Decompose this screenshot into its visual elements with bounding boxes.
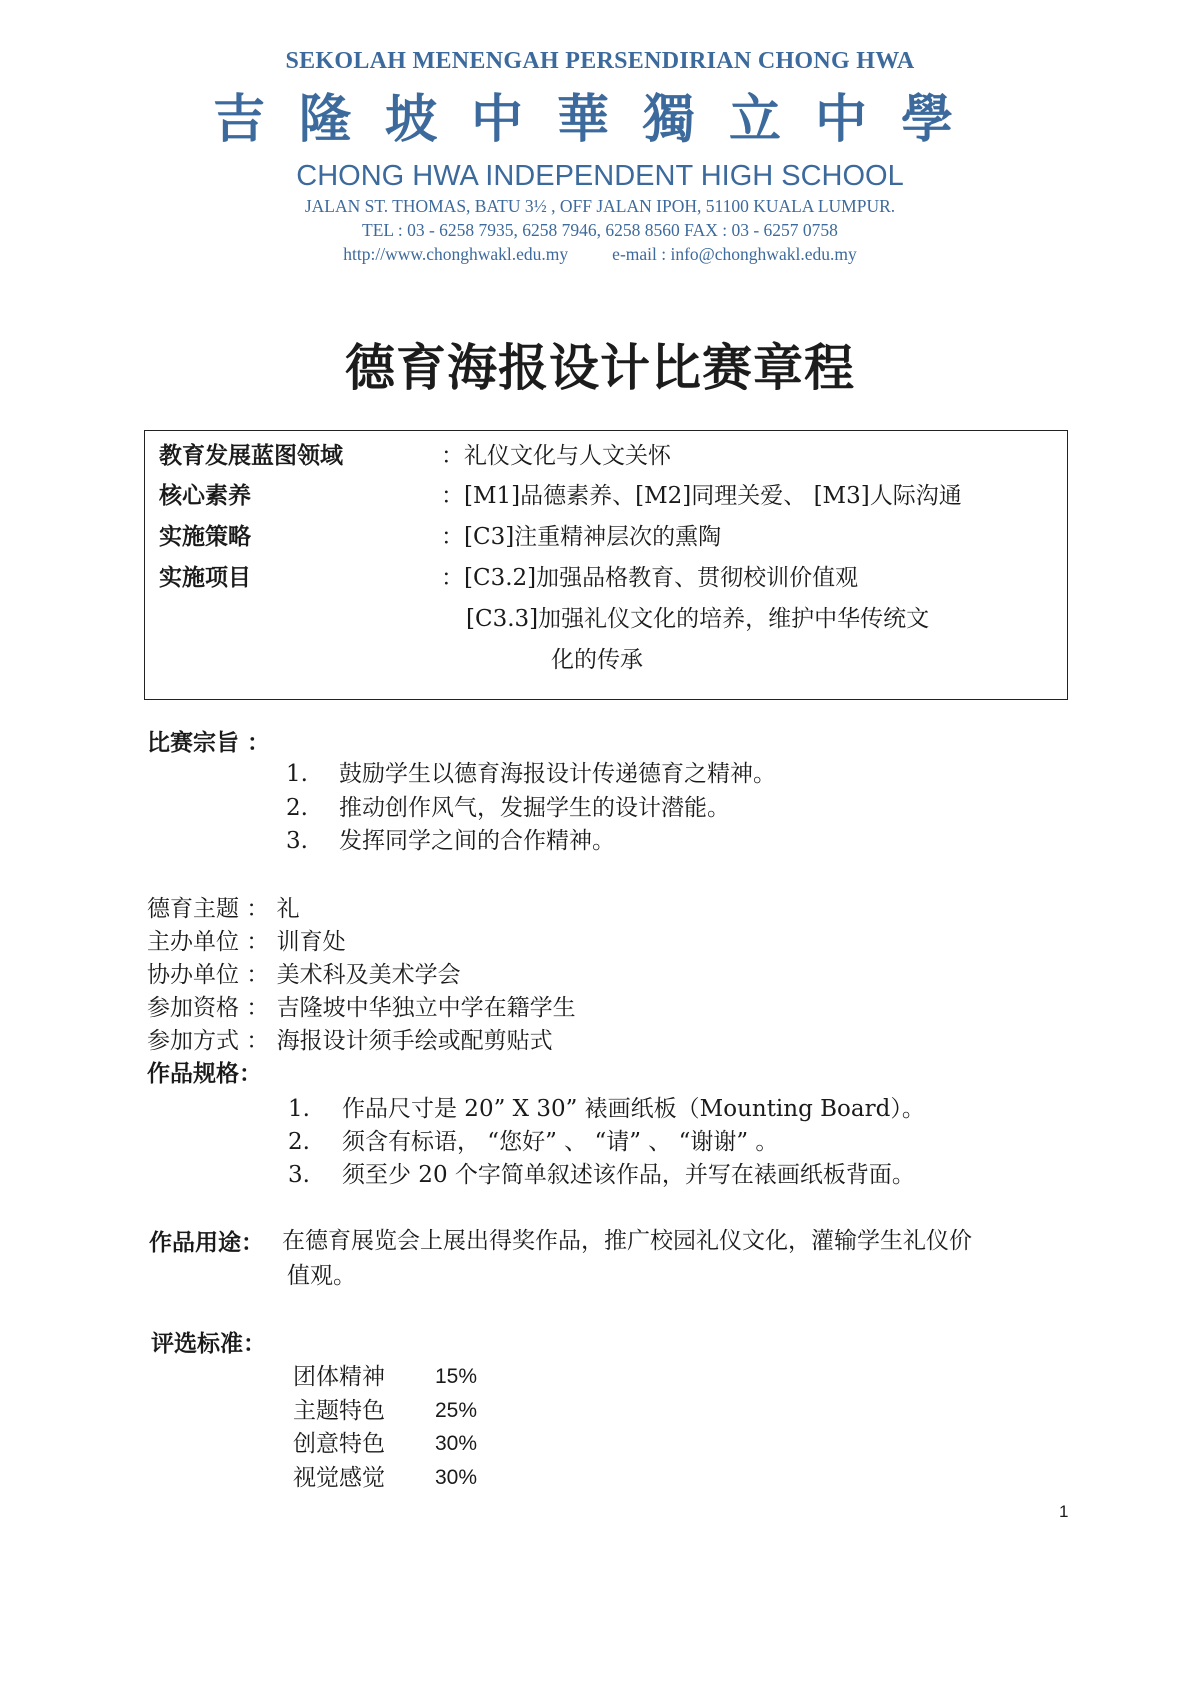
purpose-item-2: 推动创作风气，发掘学生的设计潜能。 bbox=[339, 795, 730, 821]
page-number: 1 bbox=[1059, 1502, 1069, 1521]
strategy-value: ：[C3]注重精神层次的熏陶 bbox=[441, 524, 722, 550]
usage-text-line-1: 在德育展览会上展出得奖作品，推广校园礼仪文化，灌输学生礼仪价 bbox=[282, 1228, 972, 1254]
info-box bbox=[144, 430, 1068, 700]
criteria-pct-3: 30% bbox=[435, 1432, 478, 1455]
project-value-line-1: ：[C3.2]加强品格教育、贯彻校训价值观 bbox=[441, 565, 859, 591]
purpose-num-1: 1. bbox=[286, 761, 308, 787]
spec-item-3: 须至少 20 个字简单叙述该作品，并写在裱画纸板背面。 bbox=[342, 1162, 915, 1188]
spec-label: 作品规格： bbox=[147, 1060, 262, 1087]
criteria-pct-2: 25% bbox=[435, 1399, 478, 1422]
purpose-num-2: 2. bbox=[286, 795, 308, 821]
school-email-link[interactable]: e-mail : info@chonghwakl.edu.my bbox=[612, 244, 857, 264]
project-label: 实施项目 bbox=[159, 564, 251, 591]
document-title: 德育海报设计比赛章程 bbox=[345, 339, 855, 397]
purpose-num-3: 3. bbox=[286, 828, 308, 854]
criteria-name-3: 创意特色 bbox=[293, 1431, 385, 1457]
strategy-label: 实施策略 bbox=[159, 523, 251, 550]
domain-value: ：礼仪文化与人文关怀 bbox=[441, 443, 671, 469]
method-line: 参加方式 ： 海报设计须手绘或配剪贴式 bbox=[147, 1028, 553, 1054]
criteria-pct-1: 15% bbox=[435, 1365, 478, 1388]
criteria-name-4: 视觉感觉 bbox=[293, 1465, 385, 1491]
spec-item-2: 须含有标语， “您好” 、 “请” 、 “谢谢” 。 bbox=[342, 1129, 779, 1155]
domain-label: 教育发展蓝图领域 bbox=[159, 442, 343, 469]
spec-num-3: 3. bbox=[288, 1162, 310, 1188]
school-malay-name: SEKOLAH MENENGAH PERSENDIRIAN CHONG HWA bbox=[285, 48, 915, 74]
criteria-label: 评选标准： bbox=[151, 1330, 266, 1357]
school-tel-fax: TEL : 03 - 6258 7935, 6258 7946, 6258 8560 FAX : 03 - 6257 0758 bbox=[362, 220, 838, 240]
core-value: ：[M1]品德素养、[M2]同理关爱、 [M3]人际沟通 bbox=[441, 483, 962, 509]
usage-text-line-2: 值观。 bbox=[287, 1263, 356, 1289]
school-english-name: CHONG HWA INDEPENDENT HIGH SCHOOL bbox=[296, 160, 904, 192]
purpose-item-3: 发挥同学之间的合作精神。 bbox=[339, 828, 615, 854]
project-value-line-3: 化的传承 bbox=[551, 647, 643, 673]
theme-line: 德育主题 ： 礼 bbox=[147, 896, 300, 922]
school-address: JALAN ST. THOMAS, BATU 3½ , OFF JALAN IPOH, 51100 KUALA LUMPUR. bbox=[304, 196, 896, 216]
core-label: 核心素养 bbox=[159, 482, 251, 509]
purpose-item-1: 鼓励学生以德育海报设计传递德育之精神。 bbox=[339, 761, 776, 787]
criteria-name-1: 团体精神 bbox=[293, 1364, 385, 1390]
school-contact-line bbox=[0, 244, 1200, 265]
criteria-name-2: 主题特色 bbox=[293, 1398, 385, 1424]
eligibility-line: 参加资格 ： 吉隆坡中华独立中学在籍学生 bbox=[147, 995, 576, 1021]
purpose-label: 比赛宗旨 ： bbox=[147, 729, 271, 756]
school-website-link[interactable]: http://www.chonghwakl.edu.my bbox=[343, 244, 569, 264]
co-organizer-line: 协办单位 ： 美术科及美术学会 bbox=[147, 962, 461, 988]
school-chinese-name: 吉隆坡中華獨立中學 bbox=[212, 89, 987, 150]
spec-num-1: 1. bbox=[288, 1096, 310, 1122]
usage-label: 作品用途： bbox=[149, 1229, 264, 1256]
spec-num-2: 2. bbox=[288, 1129, 310, 1155]
organizer-line: 主办单位 ： 训育处 bbox=[147, 929, 346, 955]
criteria-pct-4: 30% bbox=[435, 1466, 478, 1489]
spec-item-1: 作品尺寸是 20” X 30” 裱画纸板（Mounting Board）。 bbox=[342, 1096, 925, 1122]
project-value-line-2: [C3.3]加强礼仪文化的培养，维护中华传统文 bbox=[466, 606, 930, 632]
